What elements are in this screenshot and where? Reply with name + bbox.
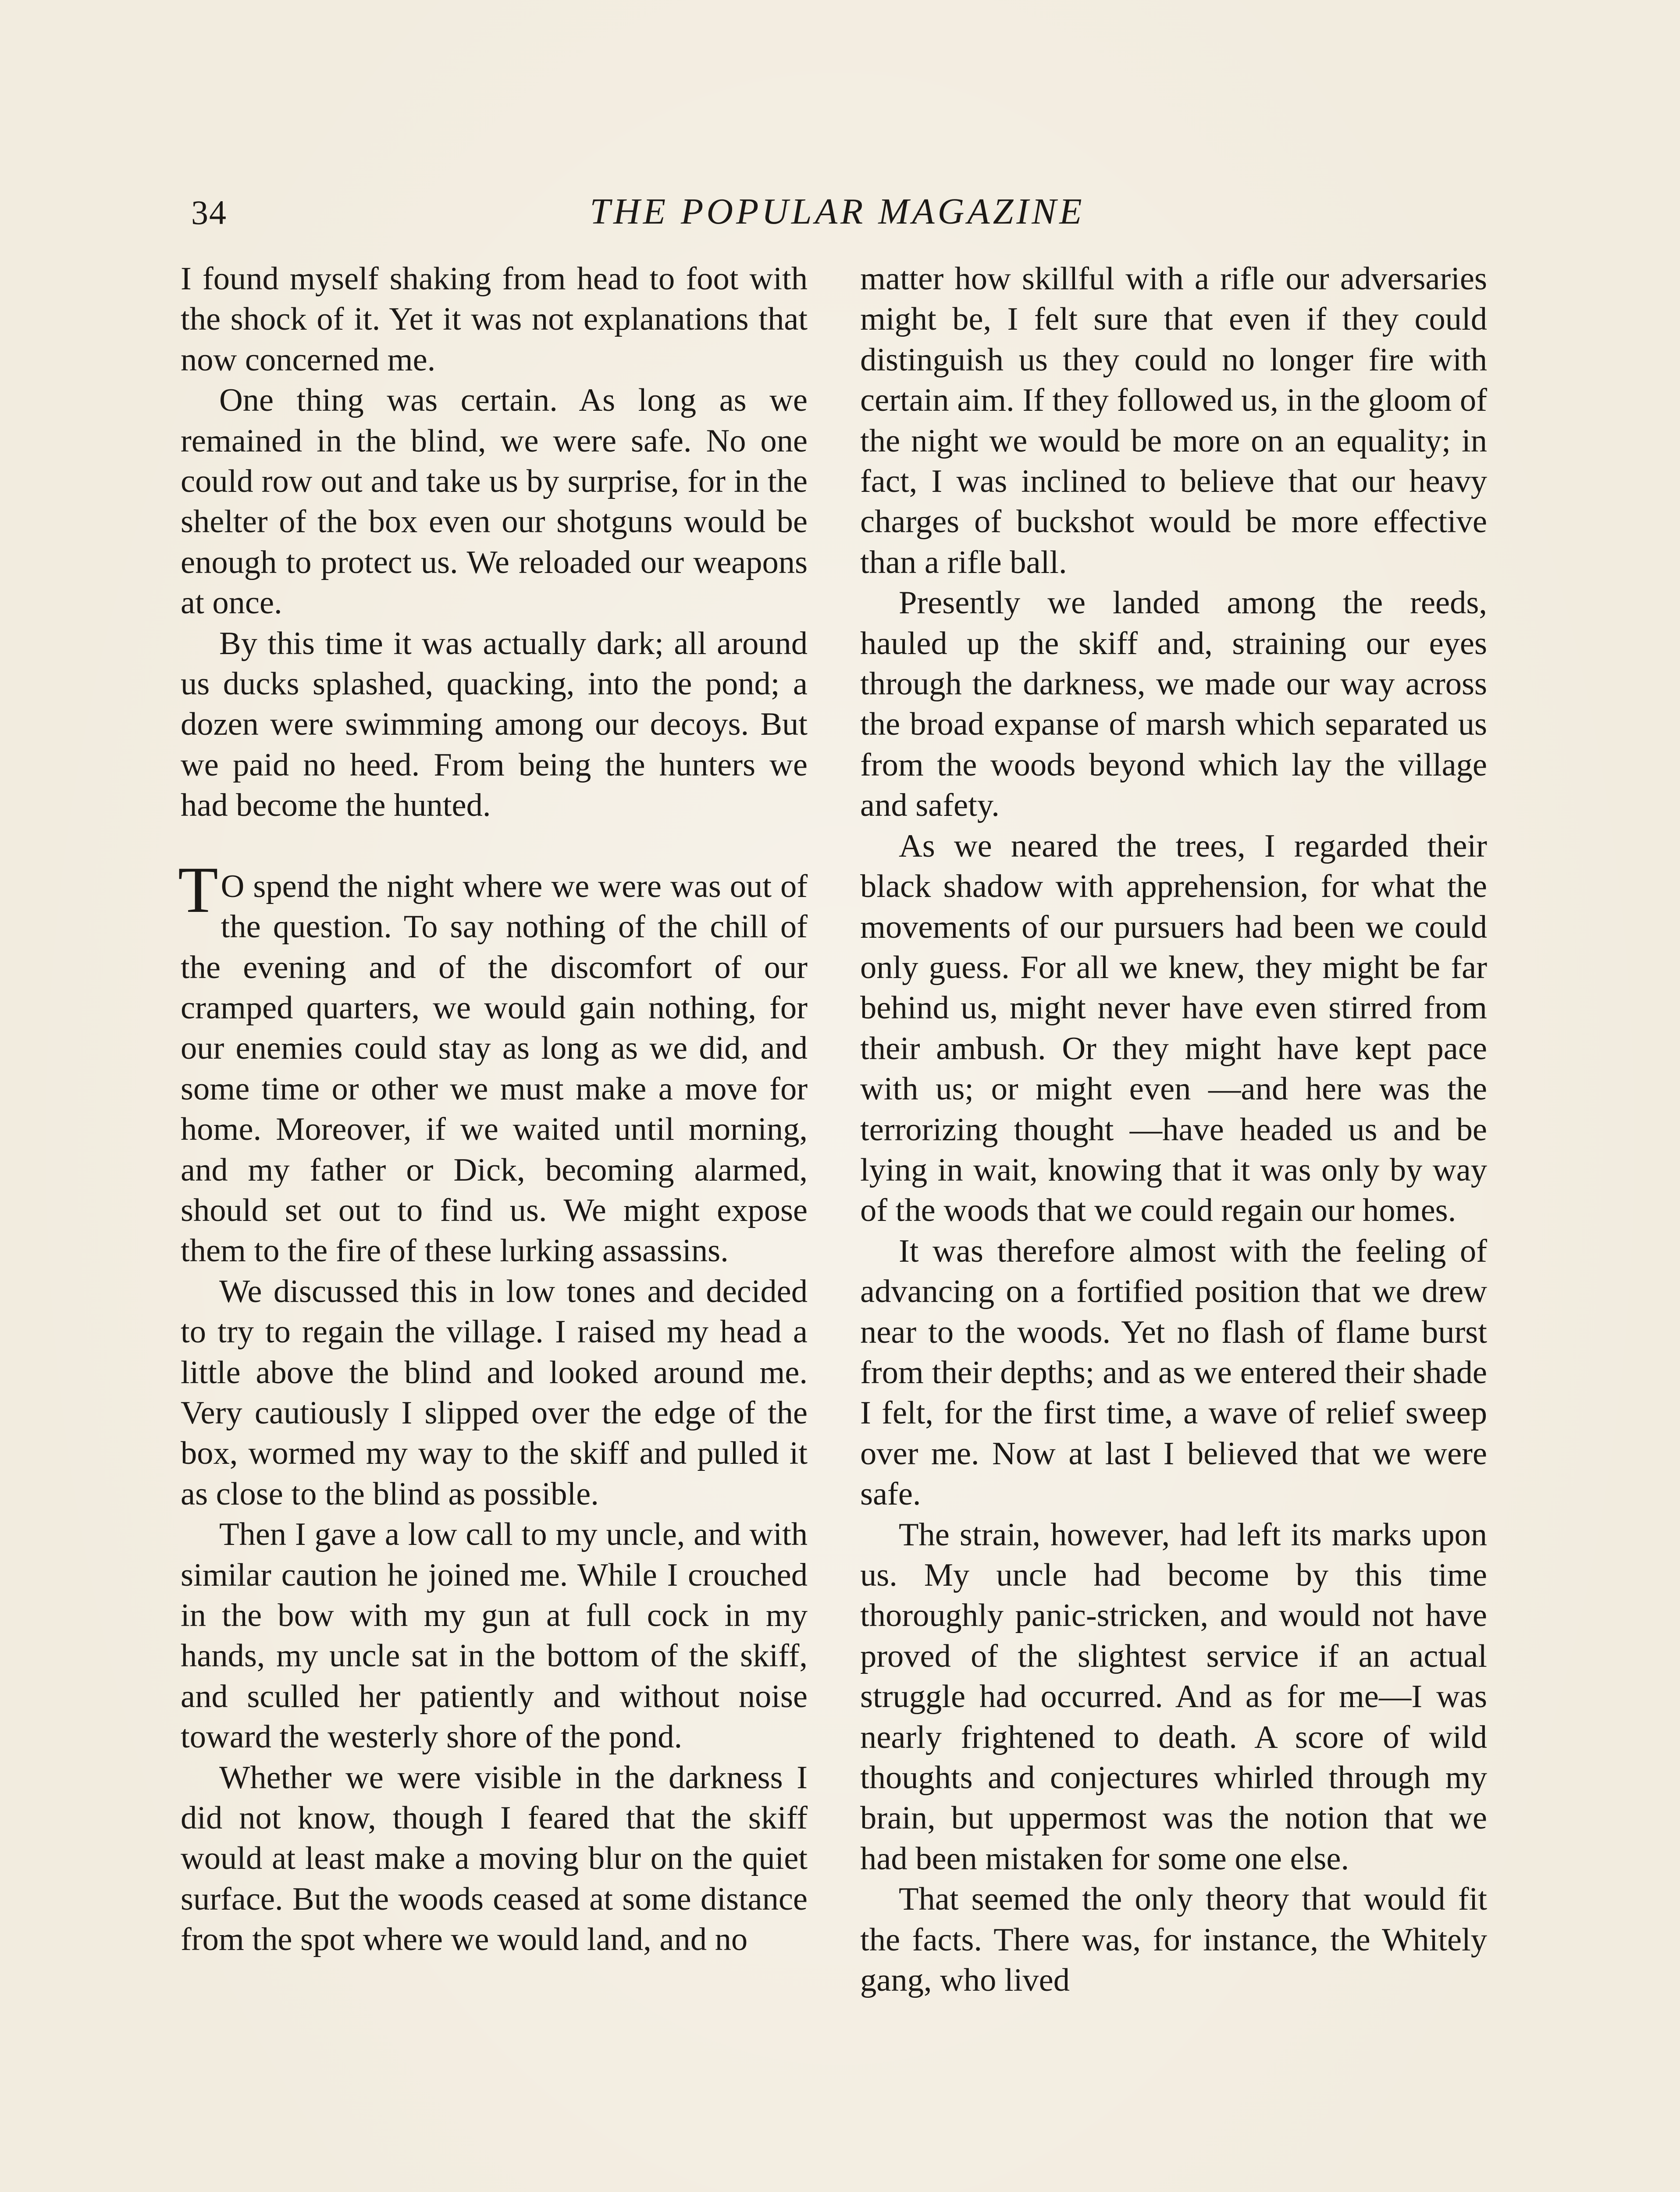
paragraph: One thing was certain. As long as we remained in the blind, we were safe. No one could row out and take us by surprise, for in the shelter of the box even our shotguns would be enough to protect us. We reloaded our weapons at once. (181, 382, 808, 621)
paragraph: Presently we landed among the reeds, hauled up the skiff and, straining our eyes through the darkness, we made our way across the broad expanse of marsh which separated us from the woods beyond which lay the village and safety. (860, 585, 1487, 824)
right-column (860, 259, 1487, 2000)
paragraph-text: O spend the night where we were was out of the question. To say nothing of the chill of the evening and of the discomfort of our cramped quarters, we would gain nothing, for our enemies could stay as long as we did, and some time or other we must make a move for home. Moreover, if we waited until morning, and my father or Dick, becoming alarmed, should set out to find us. We might expose them to the fire of these lurking assassins. (181, 868, 808, 1269)
paragraph: I found myself shaking from head to foot with the shock of it. Yet it was not explanations that now concerned me. (181, 261, 808, 378)
paragraph: As we neared the trees, I regarded their black shadow with apprehension, for what the movements of our pursuers had been we could only guess. For all we knew, they might be far behind us, might never have even stirred from their ambush. Or they might have kept pace with us; or might even —and here was the terrorizing thought —have headed us and be lying in wait, knowing that it was only by way of the woods that we could regain our homes. (860, 828, 1487, 1229)
running-title: THE POPULAR MAGAZINE (590, 191, 1085, 232)
left-column (178, 259, 808, 1960)
paragraph-with-drop-cap (178, 853, 808, 1271)
paragraph: Whether we were visible in the darkness I did not know, though I feared that the skiff would at least make a moving blur on the quiet surface. But the woods ceased at some distance from the spot where we would land, and no (181, 1759, 808, 1958)
page-number: 34 (191, 193, 227, 231)
page-header (175, 184, 1499, 246)
paragraph: That seemed the only theory that would fit the facts. There was, for instance, the Whitely gang, who lived (860, 1881, 1487, 1999)
paragraph: The strain, however, had left its marks upon us. My uncle had become by this time thoroughly panic-stricken, and would not have proved of the slightest service if an actual struggle had occurred. And as for me—I was nearly frightened to death. A score of wild thoughts and conjectures whirled through my brain, but uppermost was the notion that we had been mistaken for some one else. (860, 1516, 1487, 1877)
drop-cap: T (178, 853, 218, 926)
paragraph: It was therefore almost with the feeling of advancing on a fortified position that we drew near to the woods. Yet no flash of flame burst from their depths; and as we entered their shade I felt, for the first time, a wave of relief sweep over me. Now at last I believed that we were safe. (860, 1233, 1487, 1512)
paragraph: matter how skillful with a rifle our adversaries might be, I felt sure that even if they could distinguish us they could no longer fire with certain aim. If they followed us, in the gloom of the night we would be more on an equality; in fact, I was inclined to believe that our heavy charges of buckshot would be more effective than a rifle ball. (860, 261, 1487, 580)
paragraph: Then I gave a low call to my uncle, and with similar caution he joined me. While I crouched in the bow with my gun at full cock in my hands, my uncle sat in the bottom of the skiff, and sculled her patiently and without noise toward the westerly shore of the pond. (181, 1516, 808, 1755)
section-break (181, 826, 808, 866)
paragraph: We discussed this in low tones and decided to try to regain the village. I raised my head a little above the blind and looked around me. Very cautiously I slipped over the edge of the box, wormed my way to the skiff and pulled it as close to the blind as possible. (181, 1273, 808, 1512)
paragraph: By this time it was actually dark; all around us ducks splashed, quacking, into the pond; a dozen were swimming among our decoys. But we paid no heed. From being the hunters we had become the hunted. (181, 625, 808, 824)
